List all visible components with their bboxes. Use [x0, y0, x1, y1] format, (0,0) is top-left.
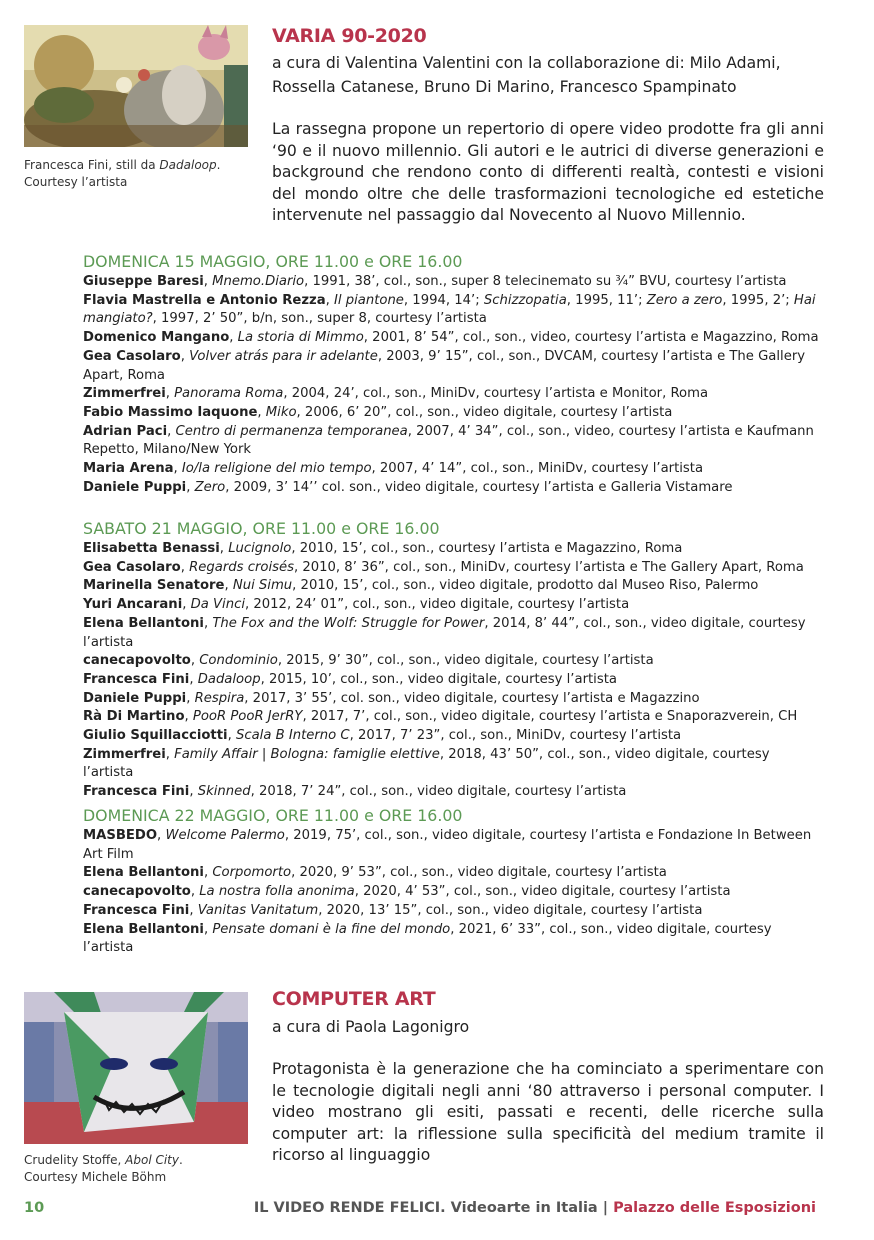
abol-city-image — [24, 992, 248, 1144]
entry-work-title: La storia di Mimmo — [237, 330, 364, 346]
computer-art-section-title: COMPUTER ART — [272, 988, 436, 1010]
entry-work-title: La nostra folla anonima — [199, 884, 355, 900]
entry-details: , 2021, 6’ 33”, col., son., video digitale, courtesy l’artista — [83, 921, 772, 956]
entry-details: , 1997, 2’ 50”, b/n, son., super 8, courtesy l’artista — [152, 311, 487, 327]
entry-artist: canecapovolto — [83, 884, 191, 900]
entry-work-title: Scala B Interno C — [235, 728, 350, 744]
program-entry: Elena Bellantoni, Pensate domani è la fine del mondo, 2021, 6’ 33”, col., son., video digitale, courtesy l’artista — [83, 921, 772, 956]
entry-artist: canecapovolto — [83, 653, 191, 669]
varia-section-title: VARIA 90-2020 — [272, 25, 427, 47]
entry-details: , 2003, 9’ 15”, col., son., DVCAM, courtesy l’artista e The Gallery Apart, Roma — [83, 348, 806, 383]
entry-details: , 1995, 2’; — [722, 292, 794, 308]
abol-city-caption — [24, 1152, 254, 1186]
footer-publication-title: IL VIDEO RENDE FELICI. Videoarte in Italia — [253, 1200, 598, 1216]
caption-suffix: . — [216, 158, 221, 172]
entry-artist: Maria Arena — [83, 461, 174, 477]
program-entry: Zimmerfrei, Panorama Roma, 2004, 24’, col., son., MiniDv, courtesy l’artista e Monitor, Roma — [83, 386, 709, 402]
entry-artist: Yuri Ancarani — [83, 597, 183, 613]
computer-art-curator: a cura di Paola Lagonigro — [272, 1018, 470, 1036]
entry-artist: Gea Casolaro — [83, 348, 181, 364]
caption-work: Dadaloop — [159, 158, 217, 172]
program-entry: Francesca Fini, Dadaloop, 2015, 10’, col., son., video digitale, courtesy l’artista — [83, 671, 617, 687]
caption-suffix: . — [179, 1153, 183, 1167]
varia-intro: La rassegna propone un repertorio di opere video prodotte fra gli anni ‘90 e il nuovo millennio. Gli autori e le autrici di diverse generazioni e background che rendono conto di differenti realtà, contesti e visioni del mondo oltre che delle trasformazioni tecnologiche ed estetiche intervenute nel passaggio dal Novecento al Nuovo Millennio. — [272, 120, 824, 224]
dadaloop-still-image — [24, 25, 248, 147]
entry-work-title: Volver atrás para ir adelante — [189, 348, 378, 364]
entry-artist: Elena Bellantoni — [83, 865, 204, 881]
entry-work-title: Dadaloop — [197, 671, 261, 687]
entry-details: , 2019, 75’, col., son., video digitale, courtesy l’artista e Fondazione In Between Art Film — [83, 828, 812, 862]
caption-work: Abol City — [125, 1153, 179, 1167]
entry-artist: Daniele Puppi — [83, 479, 187, 495]
entry-artist: Adrian Paci — [83, 423, 168, 439]
entry-details: , 2017, 7’ 23”, col., son., MiniDv, courtesy l’artista — [349, 728, 682, 744]
entry-details: , 2009, 3’ 14’’ col. son., video digitale, courtesy l’artista e Galleria Vistamare — [225, 479, 733, 495]
program-entry: Elena Bellantoni, The Fox and the Wolf: Struggle for Power, 2014, 8’ 44”, col., son., video digitale, courtesy l’artista — [83, 615, 806, 650]
program-entry: Daniele Puppi, Respira, 2017, 3’ 55’, col. son., video digitale, courtesy l’artista e Magazzino — [83, 690, 700, 706]
entry-artist: Fabio Massimo Iaquone — [83, 404, 258, 420]
dadaloop-caption — [24, 157, 254, 191]
day-title: SABATO 21 MAGGIO, ORE 11.00 e ORE 16.00 — [83, 519, 440, 538]
entry-details: , 2010, 15’, col., son., courtesy l’artista e Magazzino, Roma — [291, 541, 683, 556]
entry-work-title: Family Affair | Bologna: famiglie elettive — [174, 746, 440, 762]
entry-details: , 2018, 7’ 24”, col., son., video digitale, courtesy l’artista — [250, 784, 627, 800]
entry-details: , 2014, 8’ 44”, col., son., video digitale, courtesy l’artista — [83, 615, 806, 650]
entry-artist: Francesca Fini — [83, 784, 190, 800]
entry-details: , 2017, 7’, col., son., video digitale, courtesy l’artista e Snaporazverein, CH — [302, 709, 798, 725]
entry-artist: Zimmerfrei — [83, 386, 166, 402]
program-entry: Yuri Ancarani, Da Vinci, 2012, 24’ 01”, col., son., video digitale, courtesy l’artista — [83, 597, 630, 613]
program-entry: Giuseppe Baresi, Mnemo.Diario, 1991, 38’, col., son., super 8 telecinemato su ¾” BVU, courtesy l’artista — [83, 274, 787, 289]
program-entry: Elisabetta Benassi, Lucignolo, 2010, 15’, col., son., courtesy l’artista e Magazzino, Roma — [83, 541, 683, 556]
program-entry: Francesca Fini, Skinned, 2018, 7’ 24”, col., son., video digitale, courtesy l’artista — [83, 784, 627, 800]
program-entry: Zimmerfrei, Family Affair | Bologna: famiglie elettive, 2018, 43’ 50”, col., son., video digitale, courtesy l’artista — [83, 746, 770, 781]
entry-details: , 2004, 24’, col., son., MiniDv, courtesy l’artista e Monitor, Roma — [283, 386, 709, 402]
caption-prefix: Francesca Fini, still da — [24, 158, 160, 172]
entry-artist: Elena Bellantoni — [83, 615, 204, 631]
entry-details: , 2010, 8’ 36”, col., son., MiniDv, courtesy l’artista e The Gallery Apart, Roma — [293, 559, 804, 575]
entry-artist: Daniele Puppi — [83, 690, 187, 706]
entry-work-title: Io/la religione del mio tempo — [181, 461, 372, 477]
caption-courtesy: Courtesy l’artista — [24, 175, 128, 189]
entry-work-title: Zero a zero — [646, 292, 723, 308]
entry-work-title: Da Vinci — [190, 597, 245, 613]
entry-artist: Domenico Mangano — [83, 330, 230, 346]
program-entry: Daniele Puppi, Zero, 2009, 3’ 14’’ col. son., video digitale, courtesy l’artista e Galleria Vistamare — [83, 479, 733, 495]
entry-artist: Marinella Senatore — [83, 578, 225, 594]
page-number: 10 — [24, 1200, 45, 1216]
entry-details: , 2020, 13’ 15”, col., son., video digitale, courtesy l’artista — [318, 902, 703, 918]
entry-details: , 2007, 4’ 14”, col., son., MiniDv, courtesy l’artista — [371, 461, 704, 477]
program-entry: Rà Di Martino, PooR PooR JerRY, 2017, 7’, col., son., video digitale, courtesy l’artista e Snaporazverein, CH — [83, 709, 798, 725]
entry-work-title: The Fox and the Wolf: Struggle for Power — [212, 615, 485, 631]
entry-artist: Gea Casolaro — [83, 559, 181, 575]
program-entry: Domenico Mangano, La storia di Mimmo, 2001, 8’ 54”, col., son., video, courtesy l’artista e Magazzino, Roma — [83, 330, 819, 346]
entry-details: , 2012, 24’ 01”, col., son., video digitale, courtesy l’artista — [245, 597, 630, 613]
program-entry: Flavia Mastrella e Antonio Rezza, Il piantone, 1994, 14’; Schizzopatia, 1995, 11’; Zero a zero, 1995, 2’; Hai mangiato?, 1997, 2’ 50”, b/n, son., super 8, courtesy l’artista — [83, 292, 816, 327]
caption-courtesy: Courtesy Michele Böhm — [24, 1170, 167, 1184]
program-entry: canecapovolto, Condominio, 2015, 9’ 30”, col., son., video digitale, courtesy l’artista — [83, 653, 654, 669]
entry-work-title: Skinned — [197, 784, 251, 800]
entry-artist: Francesca Fini — [83, 902, 190, 918]
entry-work-title: Schizzopatia — [483, 292, 567, 308]
program-entry: Gea Casolaro, Volver atrás para ir adelante, 2003, 9’ 15”, col., son., DVCAM, courtesy l’artista e The Gallery Apart, Roma — [83, 348, 806, 383]
program-entry: MASBEDO, Welcome Palermo, 2019, 75’, col., son., video digitale, courtesy l’artista e Fondazione In Between Art Film — [83, 828, 812, 862]
program-entry: Francesca Fini, Vanitas Vanitatum, 2020, 13’ 15”, col., son., video digitale, courtesy l’artista — [83, 902, 703, 918]
entry-artist: MASBEDO — [83, 828, 158, 843]
entry-work-title: Nui Simu — [232, 578, 293, 594]
abol-city-illustration — [24, 992, 248, 1144]
footer-running-title — [254, 1200, 816, 1216]
entry-work-title: Panorama Roma — [174, 386, 284, 402]
day-block-domenica-22 — [83, 805, 823, 958]
entry-work-title: Regards croisés — [189, 559, 294, 575]
entry-work-title: PooR PooR JerRY — [192, 709, 303, 725]
entry-list — [83, 540, 823, 802]
entry-work-title: Zero — [194, 479, 226, 495]
day-title: DOMENICA 22 MAGGIO, ORE 11.00 e ORE 16.00 — [83, 806, 463, 825]
dadaloop-still-illustration — [24, 25, 248, 147]
entry-details: , 2020, 4’ 53”, col., son., video digitale, courtesy l’artista — [354, 884, 731, 900]
entry-work-title: Miko — [265, 404, 297, 420]
entry-details: , 1991, 38’, col., son., super 8 telecinemato su ¾” BVU, courtesy l’artista — [304, 274, 787, 289]
footer-separator: | — [602, 1200, 609, 1216]
entry-artist: Flavia Mastrella e Antonio Rezza — [83, 292, 326, 308]
day-block-sabato-21 — [83, 518, 823, 802]
entry-list — [83, 827, 823, 958]
caption-prefix: Crudelity Stoffe, — [24, 1153, 126, 1167]
entry-details: , 2006, 6’ 20”, col., son., video digitale, courtesy l’artista — [296, 404, 673, 420]
entry-work-title: Centro di permanenza temporanea — [175, 423, 408, 439]
program-entry: Maria Arena, Io/la religione del mio tempo, 2007, 4’ 14”, col., son., MiniDv, courtesy l’artista — [83, 461, 704, 477]
day-title: DOMENICA 15 MAGGIO, ORE 11.00 e ORE 16.00 — [83, 252, 463, 271]
entry-work-title: Vanitas Vanitatum — [197, 902, 319, 918]
entry-artist: Rà Di Martino — [83, 709, 185, 725]
entry-work-title: Mnemo.Diario — [212, 274, 305, 289]
program-entry: canecapovolto, La nostra folla anonima, 2020, 4’ 53”, col., son., video digitale, courtesy l’artista — [83, 884, 731, 900]
entry-details: , 2018, 43’ 50”, col., son., video digitale, courtesy l’artista — [83, 746, 770, 781]
program-entry: Elena Bellantoni, Corpomorto, 2020, 9’ 53”, col., son., video digitale, courtesy l’artista — [83, 865, 667, 881]
program-entry: Gea Casolaro, Regards croisés, 2010, 8’ 36”, col., son., MiniDv, courtesy l’artista e The Gallery Apart, Roma — [83, 559, 804, 575]
entry-artist: Giuseppe Baresi — [83, 274, 204, 289]
entry-list — [83, 273, 823, 497]
entry-work-title: Pensate domani è la fine del mondo — [212, 921, 451, 937]
entry-work-title: Lucignolo — [228, 541, 292, 556]
entry-details: , 2015, 9’ 30”, col., son., video digitale, courtesy l’artista — [277, 653, 654, 669]
entry-details: , 2007, 4’ 34”, col., son., video, courtesy l’artista e Kaufmann Repetto, Milano/New York — [83, 423, 814, 458]
entry-work-title: Hai mangiato? — [83, 292, 816, 327]
program-entry: Giulio Squillacciotti, Scala B Interno C, 2017, 7’ 23”, col., son., MiniDv, courtesy l’artista — [83, 728, 682, 744]
entry-work-title: Respira — [194, 690, 245, 706]
entry-work-title: Condominio — [199, 653, 278, 669]
entry-details: , 1995, 11’; — [566, 292, 647, 308]
entry-details: , 2020, 9’ 53”, col., son., video digitale, courtesy l’artista — [291, 865, 667, 881]
program-entry: Fabio Massimo Iaquone, Miko, 2006, 6’ 20”, col., son., video digitale, courtesy l’artista — [83, 404, 673, 420]
day-block-domenica-15 — [83, 251, 823, 497]
program-entry: Adrian Paci, Centro di permanenza temporanea, 2007, 4’ 34”, col., son., video, courtesy l’artista e Kaufmann Repetto, Milano/New York — [83, 423, 814, 458]
entry-artist: Giulio Squillacciotti — [83, 728, 228, 744]
entry-details: , 1994, 14’; — [403, 292, 484, 308]
entry-details: , 2017, 3’ 55’, col. son., video digitale, courtesy l’artista e Magazzino — [244, 690, 700, 706]
computer-art-intro: Protagonista è la generazione che ha cominciato a sperimentare con le tecnologie digitali negli anni ‘80 attraverso i personal computer. I video mostrano gli esiti, passati e recenti, delle ricerche sulla computer art: la riflessione sulla specificità del medium tramite il ricorso al linguaggio — [272, 1060, 824, 1164]
entry-details: , 2015, 10’, col., son., video digitale, courtesy l’artista — [260, 671, 617, 687]
footer-venue: Palazzo delle Esposizioni — [613, 1200, 816, 1216]
entry-artist: Zimmerfrei — [83, 746, 166, 762]
entry-artist: Elisabetta Benassi — [83, 541, 220, 556]
entry-artist: Elena Bellantoni — [83, 921, 204, 937]
entry-work-title: Il piantone — [333, 292, 404, 308]
varia-curator: a cura di Valentina Valentini con la collaborazione di: Milo Adami, Rossella Catanese, Bruno Di Marino, Francesco Spampinato — [272, 54, 781, 96]
entry-work-title: Corpomorto — [212, 865, 292, 881]
entry-details: , 2001, 8’ 54”, col., son., video, courtesy l’artista e Magazzino, Roma — [363, 330, 819, 346]
entry-artist: Francesca Fini — [83, 671, 190, 687]
entry-work-title: Welcome Palermo — [165, 828, 285, 843]
entry-details: , 2010, 15’, col., son., video digitale, prodotto dal Museo Riso, Palermo — [292, 578, 759, 594]
program-entry: Marinella Senatore, Nui Simu, 2010, 15’, col., son., video digitale, prodotto dal Museo Riso, Palermo — [83, 578, 759, 594]
